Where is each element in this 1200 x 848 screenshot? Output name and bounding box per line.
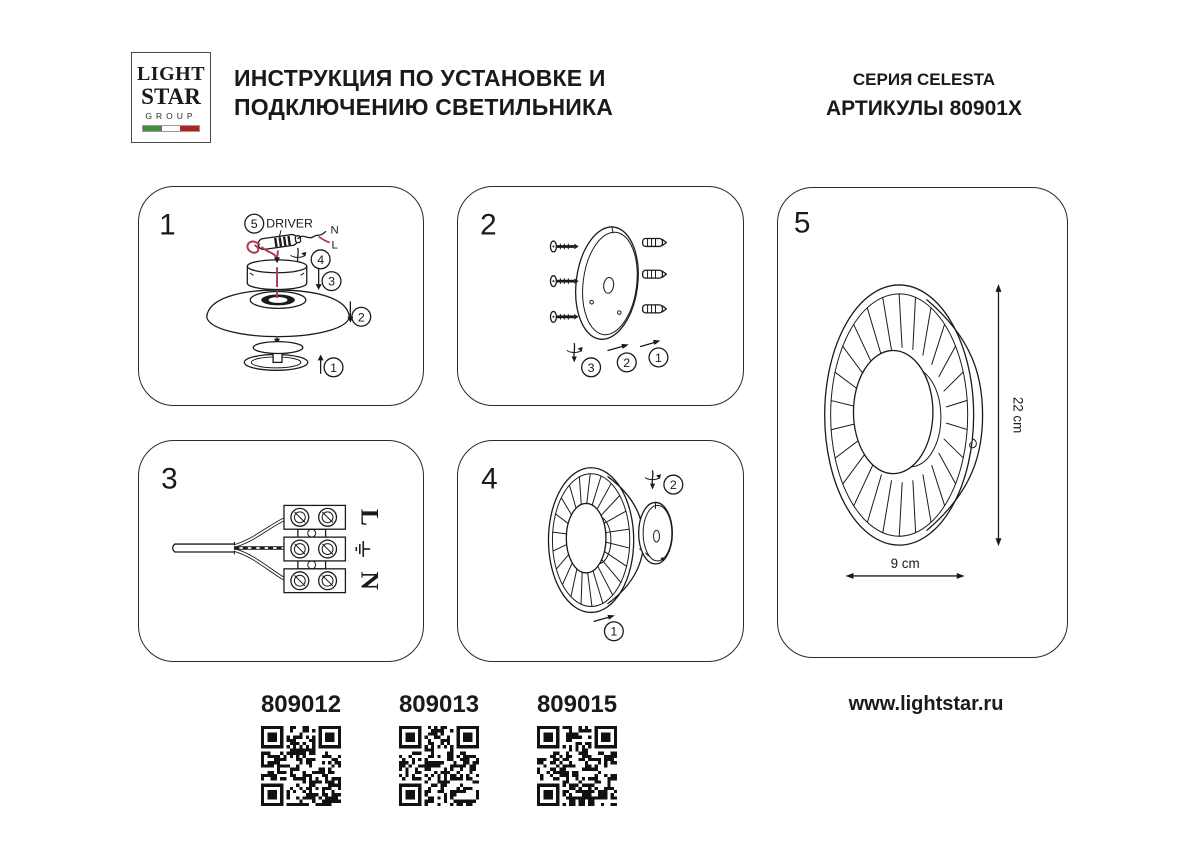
qr-code bbox=[537, 726, 617, 806]
svg-text:1: 1 bbox=[610, 624, 618, 639]
flag-red bbox=[180, 126, 199, 131]
step-2-badge bbox=[608, 342, 636, 372]
article-number: 809015 bbox=[536, 691, 618, 718]
svg-text:2: 2 bbox=[623, 355, 631, 370]
website-url: www.lightstar.ru bbox=[848, 693, 1004, 715]
qr-code bbox=[261, 726, 341, 806]
ribbed-shade-large bbox=[825, 285, 983, 545]
step-1-badge bbox=[594, 613, 623, 641]
logo-text-star: STAR bbox=[141, 83, 201, 109]
terminal-n-label: N bbox=[355, 571, 385, 591]
panel-step-2-mounting-plate bbox=[457, 186, 744, 406]
step-1-badge bbox=[641, 338, 668, 367]
step-2-badge bbox=[347, 302, 370, 326]
panel-step-1-exploded-view bbox=[138, 186, 424, 406]
terminal-l-label: L bbox=[355, 508, 385, 526]
screw-icon bbox=[550, 276, 578, 287]
wire-n-label: N bbox=[330, 224, 339, 237]
flag-white bbox=[162, 126, 181, 131]
depth-dimension bbox=[846, 556, 965, 579]
rotation-arrow-icon bbox=[567, 344, 582, 363]
height-dimension bbox=[995, 284, 1025, 546]
lightstar-logo bbox=[131, 52, 211, 143]
terminal-row bbox=[284, 505, 345, 529]
screw-icon bbox=[550, 241, 578, 252]
terminal-row bbox=[284, 569, 345, 593]
step-4-badge bbox=[311, 250, 330, 269]
svg-text:1: 1 bbox=[655, 350, 662, 365]
article-number: 809012 bbox=[260, 691, 342, 718]
mounting-ring bbox=[570, 223, 645, 343]
logo-text-light: LIGHT bbox=[136, 62, 206, 85]
articles-label: АРТИКУЛЫ 80901X bbox=[826, 97, 1022, 120]
svg-text:4: 4 bbox=[317, 252, 325, 267]
step-3-badge bbox=[316, 269, 341, 290]
italian-flag-stripe bbox=[142, 125, 200, 132]
supply-cable bbox=[173, 542, 235, 554]
step-3-badge bbox=[582, 358, 601, 377]
earth-symbol bbox=[356, 541, 370, 557]
panel-number: 5 bbox=[793, 206, 811, 240]
qr-code bbox=[399, 726, 479, 806]
terminal-row bbox=[284, 537, 345, 561]
wall-anchor-icon bbox=[643, 305, 667, 313]
step-5-badge bbox=[245, 214, 264, 233]
panel-number: 4 bbox=[481, 462, 498, 496]
wire-l-label: L bbox=[331, 239, 338, 252]
panel-number: 3 bbox=[161, 462, 178, 496]
mounting-ring-side bbox=[639, 502, 673, 563]
series-name: СЕРИЯ CELESTA bbox=[852, 70, 996, 89]
lamp-shade-top-view bbox=[207, 290, 350, 337]
step-1-badge bbox=[318, 354, 343, 376]
diffuser-assembly bbox=[244, 342, 307, 371]
page-title bbox=[234, 64, 613, 122]
svg-text:3: 3 bbox=[587, 360, 595, 375]
flag-green bbox=[143, 126, 162, 131]
title-line-1: ИНСТРУКЦИЯ ПО УСТАНОВКЕ И bbox=[234, 65, 606, 91]
depth-dimension-label: 9 cm bbox=[890, 555, 920, 571]
panel-step-5-dimensions bbox=[777, 187, 1068, 658]
svg-text:3: 3 bbox=[328, 274, 335, 289]
terminal-block bbox=[284, 505, 345, 592]
panel-step-4-shade-attachment bbox=[457, 440, 744, 662]
svg-text:1: 1 bbox=[330, 360, 337, 375]
ribbed-shade bbox=[548, 468, 645, 613]
svg-text:2: 2 bbox=[357, 310, 365, 325]
panel-number: 2 bbox=[480, 208, 497, 242]
step-2-badge bbox=[664, 475, 683, 494]
driver-label: DRIVER bbox=[266, 216, 313, 231]
series-block bbox=[793, 70, 1055, 121]
wire-neutral bbox=[234, 550, 284, 579]
title-line-2: ПОДКЛЮЧЕНИЮ СВЕТИЛЬНИКА bbox=[234, 94, 614, 120]
wall-anchor-icon bbox=[643, 239, 667, 247]
rotation-arrow-icon bbox=[646, 471, 661, 490]
height-dimension-label: 22 cm bbox=[1010, 396, 1026, 434]
panel-step-3-wiring bbox=[138, 440, 424, 662]
screw-icon bbox=[550, 311, 578, 322]
wall-anchor-icon bbox=[643, 270, 667, 278]
logo-text-group: GROUP bbox=[145, 110, 197, 121]
svg-text:5: 5 bbox=[250, 217, 258, 232]
svg-text:2: 2 bbox=[669, 478, 677, 493]
wire-live bbox=[234, 519, 284, 546]
article-number: 809013 bbox=[398, 691, 480, 718]
panel-number: 1 bbox=[159, 208, 176, 242]
